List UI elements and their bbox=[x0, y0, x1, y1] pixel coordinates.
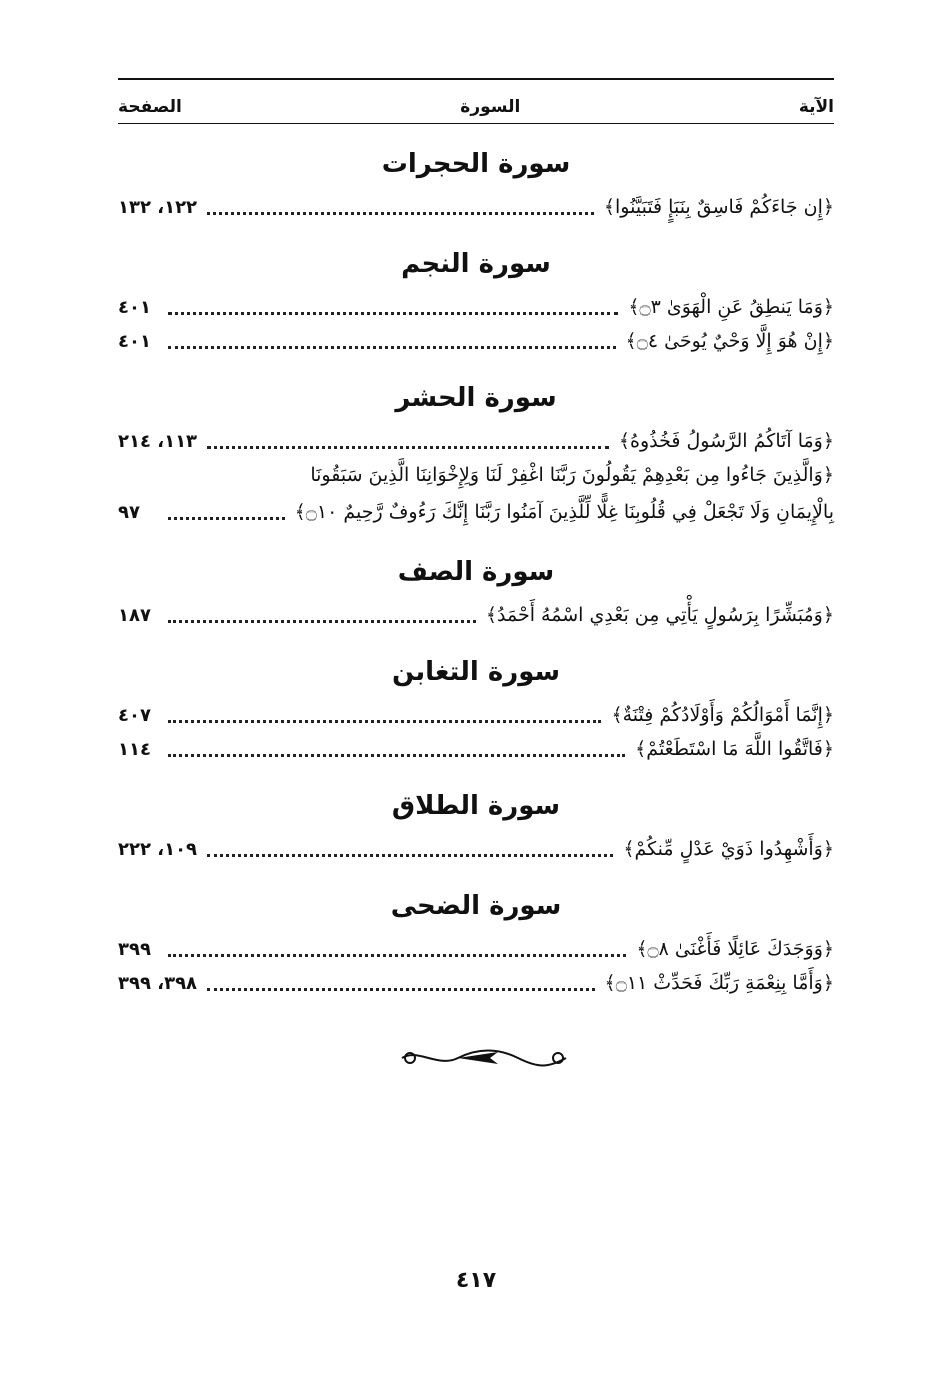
index-entry bbox=[118, 598, 834, 632]
dot-leader bbox=[207, 212, 594, 215]
dot-leader bbox=[207, 854, 613, 857]
index-entry bbox=[118, 324, 834, 358]
ornament-divider bbox=[398, 1044, 570, 1072]
index-entry bbox=[118, 732, 834, 766]
page-column-header: الصفحة bbox=[118, 97, 182, 117]
page-refs: ٩٧ bbox=[118, 501, 140, 523]
verse-text: ﴿وَمَا يَنطِقُ عَنِ الْهَوَىٰ ۝٣﴾ bbox=[628, 296, 834, 318]
index-entry bbox=[118, 966, 834, 1000]
index-entry bbox=[118, 458, 834, 532]
verse-text: ﴿وَمَا آتَاكُمُ الرَّسُولُ فَخُذُوهُ﴾ bbox=[618, 430, 834, 452]
verse-text: ﴿فَاتَّقُوا اللَّهَ مَا اسْتَطَعْتُمْ﴾ bbox=[635, 738, 834, 760]
index-entry bbox=[118, 424, 834, 458]
verse-text: ﴿إِنْ هُوَ إِلَّا وَحْيٌ يُوحَىٰ ۝٤﴾ bbox=[625, 330, 834, 352]
verse-text: ﴿وَمُبَشِّرًا بِرَسُولٍ يَأْتِي مِن بَعْدِي اسْمُهُ أَحْمَدُ﴾ bbox=[485, 604, 834, 626]
verse-text: ﴿وَأَشْهِدُوا ذَوَيْ عَدْلٍ مِّنكُمْ﴾ bbox=[623, 838, 834, 860]
surah-title: سورة النجم bbox=[401, 249, 551, 279]
surah-title: سورة الضحى bbox=[390, 891, 562, 921]
verse-text: ﴿وَوَجَدَكَ عَائِلًا فَأَغْنَىٰ ۝٨﴾ bbox=[636, 938, 834, 960]
verse-column-header: الآية bbox=[798, 97, 834, 117]
index-page bbox=[118, 78, 834, 1000]
dot-leader bbox=[168, 720, 601, 723]
table-header bbox=[118, 78, 834, 124]
dot-leader bbox=[168, 754, 625, 757]
page-refs: ١٢٢، ١٣٢ bbox=[118, 196, 198, 218]
surah-title: سورة التغابن bbox=[391, 657, 561, 687]
page-refs: ٤٠١ bbox=[118, 296, 151, 318]
dot-leader bbox=[168, 312, 618, 315]
page-refs: ١١٤ bbox=[118, 738, 151, 760]
page-refs: ٤٠٧ bbox=[118, 704, 151, 726]
page-refs: ١٠٩، ٢٢٢ bbox=[118, 838, 198, 860]
dot-leader bbox=[207, 988, 595, 991]
index-entry bbox=[118, 698, 834, 732]
dot-leader bbox=[168, 954, 626, 957]
index-entry bbox=[118, 190, 834, 224]
surah-title: سورة الصف bbox=[397, 557, 555, 587]
index-entry bbox=[118, 932, 834, 966]
page-number: ٤١٧ bbox=[455, 1268, 497, 1293]
index-entry bbox=[118, 832, 834, 866]
verse-text-line1: ﴿وَالَّذِينَ جَاءُوا مِن بَعْدِهِمْ يَقُولُونَ رَبَّنَا اغْفِرْ لَنَا وَلِإِخْوَانِنَا الَّذِينَ سَبَقُونَا bbox=[310, 464, 834, 486]
page-refs: ٤٠١ bbox=[118, 330, 151, 352]
dot-leader bbox=[207, 446, 609, 449]
page-refs: ١١٣، ٢١٤ bbox=[118, 430, 198, 452]
verse-text-line2: بِالْإِيمَانِ وَلَا تَجْعَلْ فِي قُلُوبِنَا غِلًّا لِّلَّذِينَ آمَنُوا رَبَّنَا إِنَّكَ رَءُوفٌ رَّحِيمٌ ۝١٠﴾ bbox=[294, 501, 834, 523]
page-refs: ٣٩٩ bbox=[118, 938, 151, 960]
verse-text: ﴿إِن جَاءَكُمْ فَاسِقٌ بِنَبَإٍ فَتَبَيَّنُوا﴾ bbox=[603, 196, 834, 218]
index-entry bbox=[118, 290, 834, 324]
dot-leader bbox=[168, 517, 285, 520]
verse-text: ﴿إِنَّمَا أَمْوَالُكُمْ وَأَوْلَادُكُمْ فِتْنَةٌ﴾ bbox=[611, 704, 834, 726]
surah-title: سورة الطلاق bbox=[391, 791, 561, 821]
surah-title: سورة الحشر bbox=[395, 383, 557, 413]
page-refs: ٣٩٨، ٣٩٩ bbox=[118, 972, 198, 994]
dot-leader bbox=[168, 620, 476, 623]
verse-text: ﴿وَأَمَّا بِنِعْمَةِ رَبِّكَ فَحَدِّثْ ۝١١﴾ bbox=[604, 972, 834, 994]
surah-column-header: السورة bbox=[460, 97, 521, 117]
surah-title: سورة الحجرات bbox=[381, 149, 571, 179]
dot-leader bbox=[168, 346, 616, 349]
page-refs: ١٨٧ bbox=[118, 604, 151, 626]
